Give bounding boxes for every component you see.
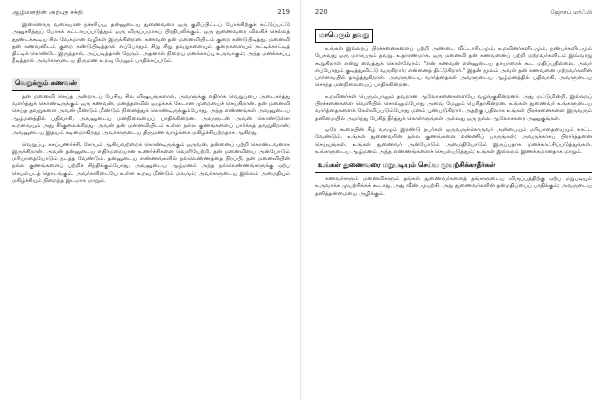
left-header-title: ஆழ்மனதின் அற்புத சக்தி xyxy=(12,9,83,16)
left-page-header xyxy=(12,8,290,17)
right-page-header xyxy=(315,8,592,17)
left-section-heading: வெறுக்கும் கணவன் xyxy=(12,78,80,91)
right-section-heading-1: மாபெரும் தவறு xyxy=(315,29,373,43)
right-paragraph-1: உங்கள் இல்லறப் பிரச்சனைகளைப் பற்றி அண்டை வீட்டாரிடமும், உறவினர்களிடமும், நண்பர்களிடமும் பேசுவது ஒரு மாபெரும் தவறு. உதாரணமாக, ஒரு மனைவி தன் கணவனைப் பற்றி மற்றவர்களிடம் இவ்வாறு கூறுகிறாள் என்று வைத்துக் கொள்வோம்: "என் கணவன் என்னுடைய தாயாரைக் கூட மதிப்பதில்லை. அவர் எப்போதும் குடித்துவிட்டு வருகிறார்; என்னைத் திட்டுகிறார்." இதன் மூலம் அவள் தன் கணவனை மற்றவர்களின் பார்வையில் தாழ்த்துகிறாள். அவளுடைய வார்த்தைகள் அவளுடைய ஆழ்மனத்தில் பதிவாகி, அவளுடைய சொந்த மனநிலையைப் பாதிக்கின்றன. xyxy=(315,46,592,89)
left-paragraph-3: வெறுப்பு, கசப்புணர்ச்சி, கோபம் ஆகியவற்றைக் கொண்டிருக்கும் ஒருவன், தன்னைப் பற்றி கொண்டவனாக இருக்கிறான். அவன் தன்னுடைய எதிர்மறையான உணர்ச்சிகளை வெளியேற்றி, தன் மனைவியை அன்போடும் மரியாதையோடும் நடத்த வேண்டும். தன்னுடைய எண்ணங்களில் நல்லெண்ணத்தை நிரப்பி, தன் மனைவியின் நல்ல குணங்களைப் பற்றிச் சிந்திக்கும்போது, அவனுடைய ஆழ்மனம் அந்த நல்லெண்ணங்களுக்கு ஏற்ப செயல்படத் தொடங்கும். அவர்களிடையே உள்ள உறவு மீண்டும் மலரும்; அவர்களுடைய இல்லம் அமைதியும் மகிழ்ச்சியும் நிறைந்த இடமாக மாறும். xyxy=(12,141,290,185)
left-paragraph-1: இன்னொரு வகையான நச்சரிப்பு, தன்னுடைய துணைவரை ஒரு குறிப்பிட்டப் போக்கிற்குக் கட்டுப்பட்டு அனுசரித்துப் போகக் கட்டாயப்படுத்தும் ஒரு விருப்பமாகப் பிரதிபலிக்கும். ஒரு துணைவரை விலகிச் செல்லத் தூண்டக்கூடிய சில வேகமான வழிகள் இருக்கின்றன. கணவன் தன் மனைவியிடம் குறை கண்டுபிடித்து, மனைவி தன் கணவனிடம் குறை கண்டுபிடித்தால் எப்போதும் சிறு சிறு தவறுகளையும் குறைகளையும் சுட்டிக்காட்டித் திட்டிக் கொண்டே இருந்தால், அப்படித்தான் நேரும். அதனால் நிறைய மனக்கசப்பு உருவாகும்; அந்த மனக்கசப்பு நீடித்தால் அவர்களுடைய திருமண உறவு மேலும் பாதிக்கப்படும். xyxy=(12,22,290,65)
right-header-title: ஜோசப் மர்ஃபி xyxy=(550,9,592,16)
left-paragraph-2: தன் மனைவி செய்த அன்றாடப் பேசிய சில விஷயங்களால், அவளுக்கு எதிராக வெறுப்பை அடைகாத்து வளர்த்துக் கொண்டிருக்கும் ஒரு கணவன், மனத்தளவில் ஒழுக்கக் கேடான முறையைச் செய்கிறான். தன் மனைவி செய்த தவறுகளை அவன் மீண்டும் மீண்டும் நினைத்துக் கொண்டிருக்கும்போது, அந்த எண்ணங்கள் அவனுடைய ஆழ்மனத்தில் பதிவாகி, அவனுடைய மனநிலையைப் பாதிக்கின்றன. அவளுடன் அவன் கொண்டுள்ள உறவையும் அது சீர்குலைக்கிறது. அவன் தன் மனைவியிடம் உள்ள நல்ல குணங்களைப் பார்க்கத் தவறுகிறான்; அவனுடைய இதயம் கடினமாகிறது; அவர்களுடைய திருமண வாழ்க்கை மகிழ்ச்சியற்றதாக ஆகிறது. xyxy=(12,93,290,137)
right-section-heading-2: உங்கள் துணைவரை மறுபடியும் செய்ய முயற்சிக்காதீர்கள் xyxy=(315,160,592,173)
left-page-number: 219 xyxy=(277,8,290,16)
right-page xyxy=(300,0,600,400)
right-page-number: 220 xyxy=(315,8,328,16)
right-paragraph-4: கணவர்களும் மனைவிகளும் தங்கள் துணைவர்களைத் தங்களுடைய விருப்பத்திற்கு ஏற்ப மறுபடியும் உருவாக்க முயற்சிக்கக் கூடாது. அது வீண் முயற்சி. அது துணைவர்களின் தன்மதிப்பைப் பாதிக்கும்; அவருடைய தனித்தன்மையை அழிக்கும். xyxy=(315,176,592,197)
right-paragraph-3: ஒரே கூரையின் கீழ் வாழும் இரண்டு நபர்கள் ஒருவருக்கொருவர் அன்பையும் மரியாதையையும் காட்ட வேண்டும். உங்கள் துணைவரின் நல்ல குணங்களை எண்ணிப் பாருங்கள்; அவருக்காகப் பிரார்த்தனை செய்யுங்கள். உங்கள் துணைவர் அன்போடும் அமைதியோடும் இருப்பதாக மனக்காட்சிப்படுத்துங்கள். உங்களுடைய ஆழ்மனம் அந்த எண்ணங்களைச் செயல்படுத்தும்; உங்கள் இல்லறம் இணக்கமானதாக மாறும். xyxy=(315,126,592,155)
right-paragraph-2: உறவினர்கள் பெரும்பாலும் தவறான ஆலோசனைகளையே வழங்குகின்றனர். அது மட்டுமின்றி, இல்லறப் பிரச்சனைகளை வெளியில் சொல்லும்போது அவை மேலும் பெரிதாகின்றன. உங்கள் துணைவர் உங்களுடைய வார்த்தைகளைக் கேள்விப்படும்போது மனம் புண்படுகிறார். அதற்கு பதிலாக உங்கள் பிரச்சனைகளை இருவரும் தனிமையில் அமர்ந்து பேசித் தீர்த்துக் கொள்ளுங்கள் அல்லது ஒரு நல்ல ஆலோசகரை அணுகுங்கள். xyxy=(315,93,592,122)
